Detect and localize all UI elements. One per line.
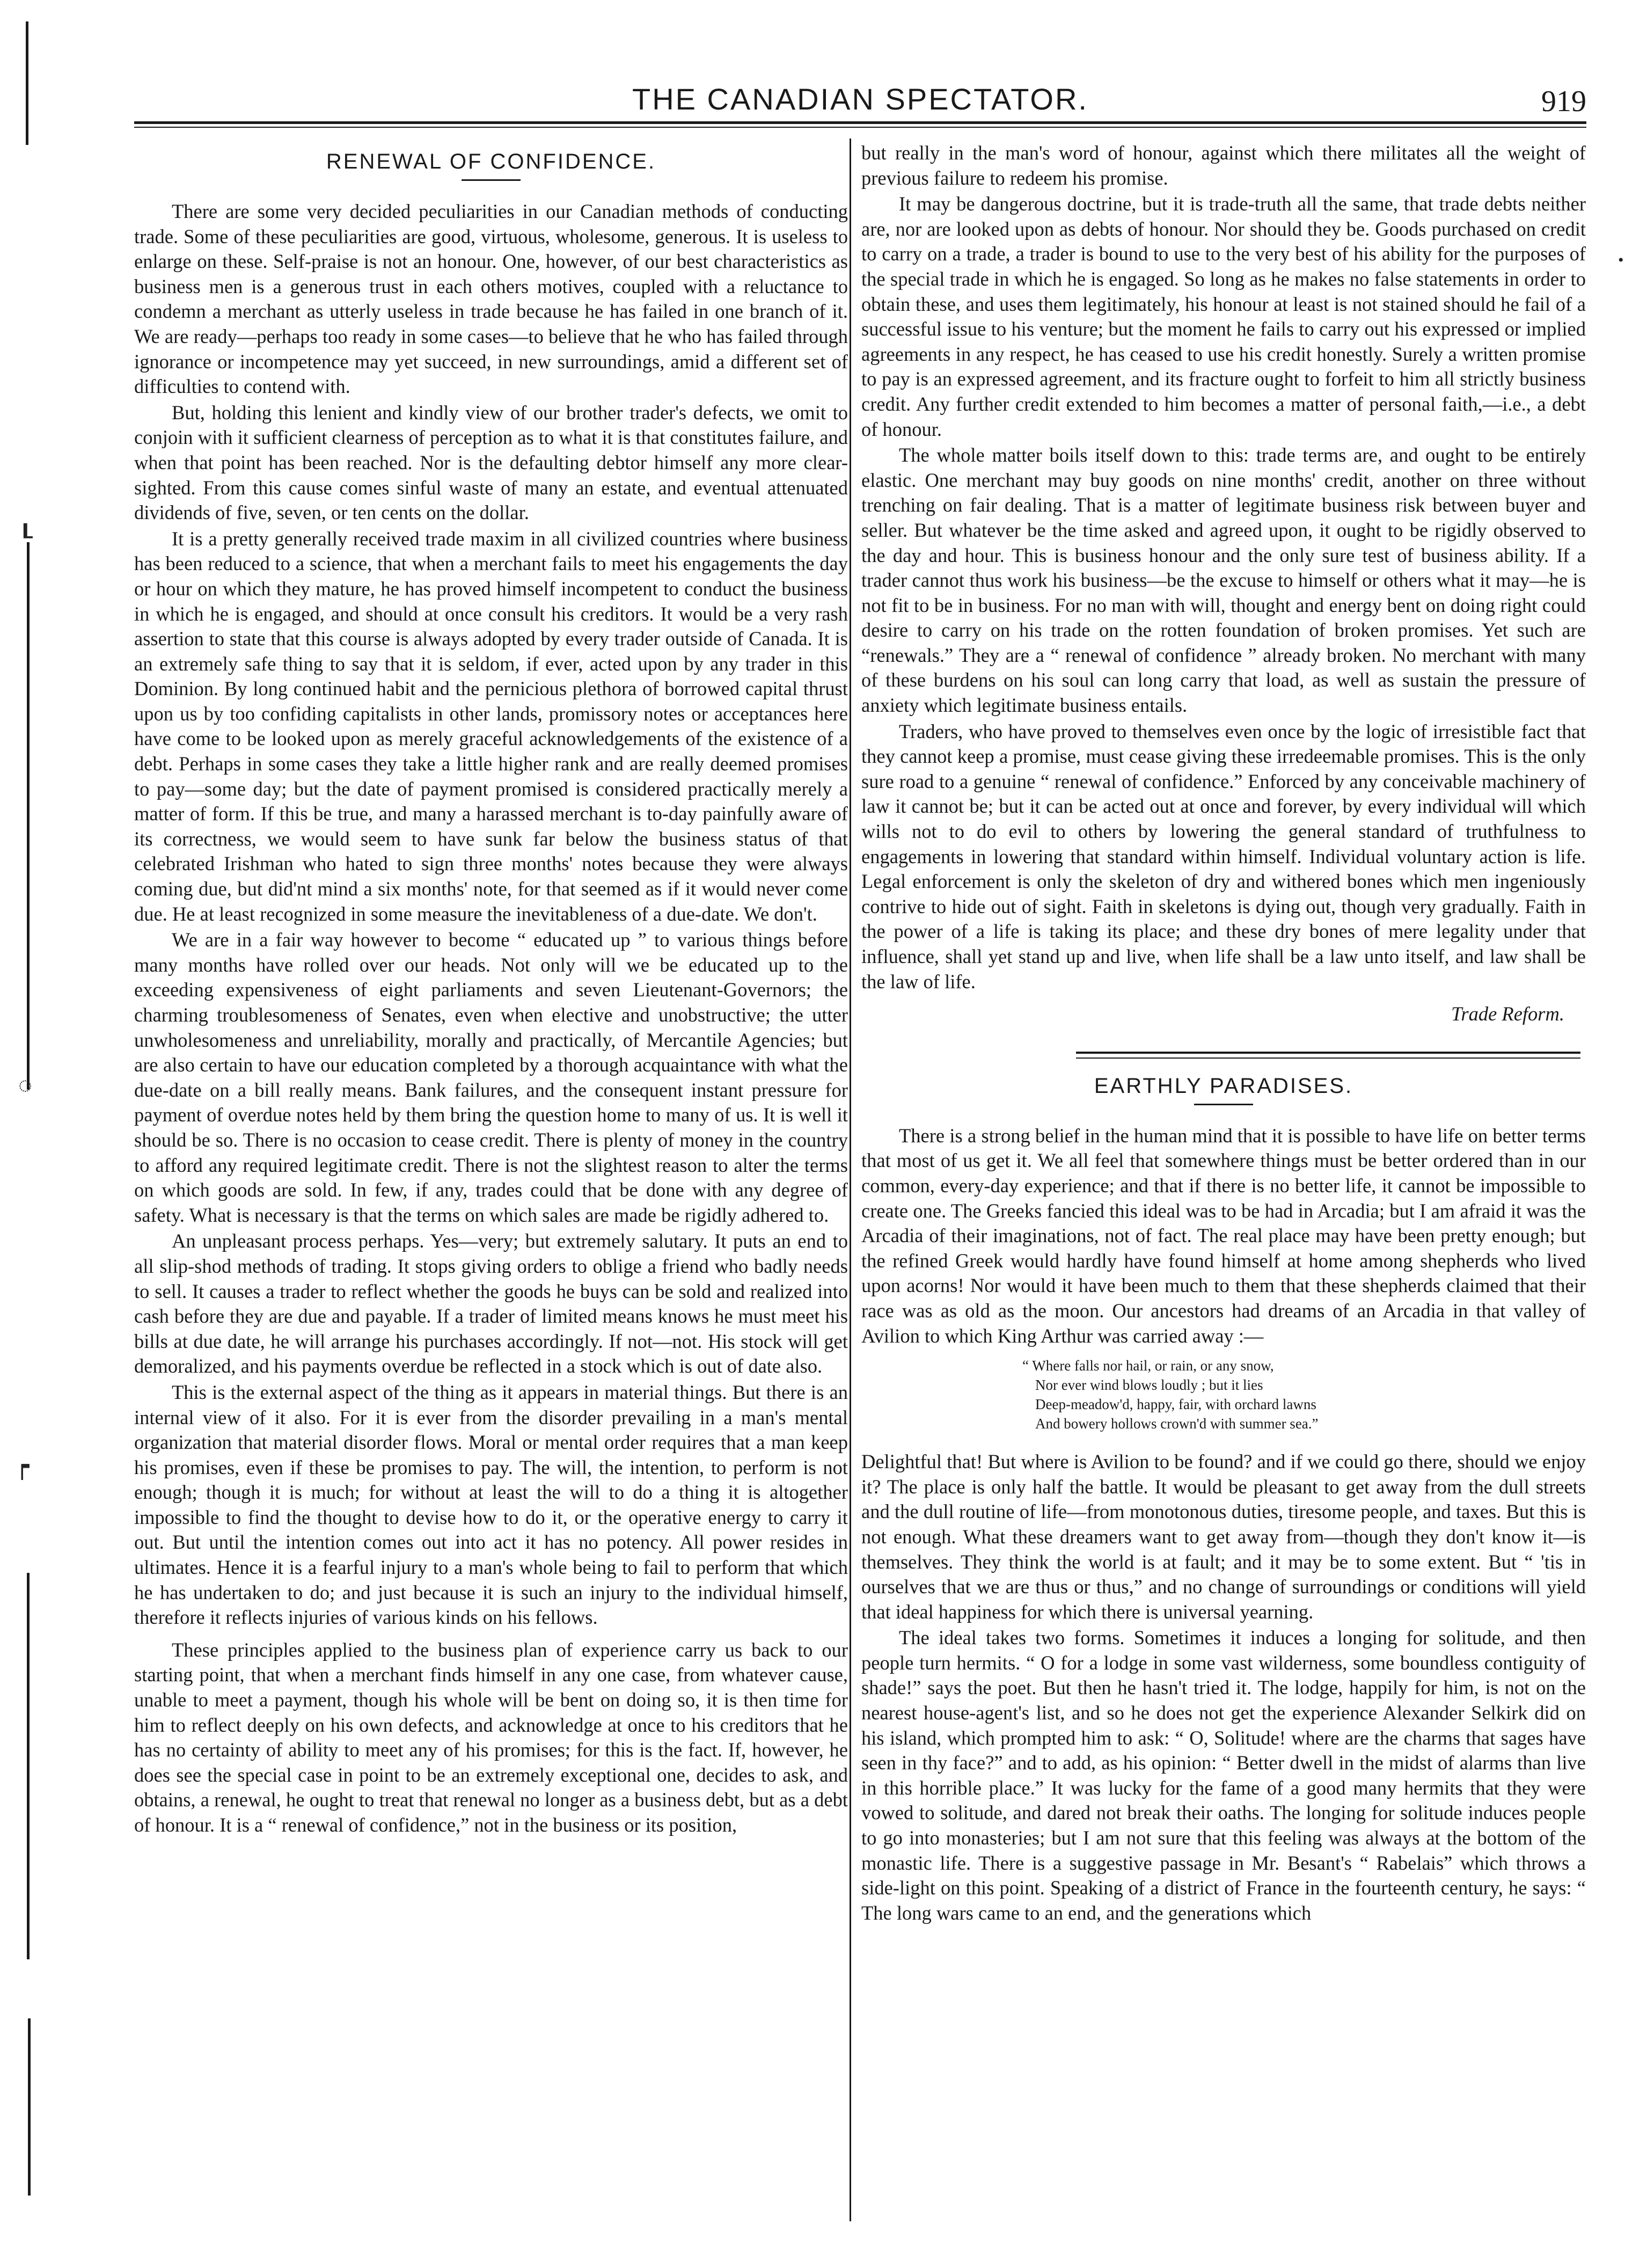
paragraph: An unpleasant process perhaps. Yes—very; but extremely salutary. It puts an end to all slip-shod methods of trading. It stops giving orders to oblige a friend who badly needs to sell. It causes a trader to reflect whether the goods he buys can be sold and realized into cash before they are due and payable. If a trader of limited means knows he must meet his bills at due date, he will arrange his purchases accordingly. If not—not. His stock will get demoralized, and his payments overdue be reflected in a stock which is out of date also. — [134, 1230, 848, 1377]
article-title: EARTHLY PARADISES. — [1094, 1074, 1353, 1098]
margin-tack-mark: ┖ — [18, 524, 33, 551]
binding-line-lower — [27, 1573, 30, 1959]
poem-line: Deep-meadow'd, happy, fair, with orchard lawns — [1035, 1396, 1316, 1413]
poem-quotation — [1022, 1356, 1586, 1433]
page-header — [134, 81, 1586, 130]
paragraph-continued: but really in the man's word of honour, against which there militates all the weight of previous failure to redeem his promise. — [861, 142, 1586, 189]
paragraph: The ideal takes two forms. Sometimes it induces a longing for solitude, and then people turn hermits. “ O for a lodge in some vast wilderness, some boundless contiguity of shade!” says the poet. But then he hasn't tried it. The lodge, happily for him, is not on the nearest house-agent's list, and so he does not get the experience Alexander Selkirk did on his island, which prompted him to ask: “ O, Solitude! where are the charms that sages have seen in thy face?” and to add, as his opinion: “ Better dwell in the midst of alarms than live in this horrible place.” It was lucky for the fame of a good many hermits that they were vowed to solitude, and dared not break their oaths. The longing for solitude induces people to go into monasteries; but I am not sure that this feeling was always at the bottom of the monastic life. There is a suggestive passage in Mr. Besant's “ Rabelais” which throws a side-light on this point. Speaking of a district of France in the fourteenth century, he says: “ The long wars came to an end, and the generations which — [861, 1627, 1586, 1924]
article-attribution: Trade Reform. — [1451, 1003, 1564, 1025]
title-rule — [462, 179, 521, 181]
article-separator — [1076, 1052, 1580, 1059]
paragraph: There are some very decided peculiarities in our Canadian methods of conducting trade. Some of these peculiarities are good, virtuous, wholesome, generous. It is useless to enlarge on these. Self-praise is not an honour. One, however, of our best characteristics as business men is a generous trust in each others motives, coupled with a reluctance to condemn a merchant as utterly useless in trade because he has failed in one branch of it. We are ready—perhaps too ready in some cases—to believe that he who has failed through ignorance or incompetence may yet succeed, in new surroundings, amid a different set of difficulties to contend with. — [134, 200, 848, 398]
poem-line: And bowery hollows crown'd with summer sea.” — [1035, 1416, 1319, 1432]
paragraph: There is a strong belief in the human mind that it is possible to have life on better terms that most of us get it. We all feel that somewhere things must be better ordered than in our common, every-day experience; and that if there is no better life, it cannot be impossible to create one. The Greeks fancied this ideal was to be had in Arcadia; but I am afraid it was the Arcadia of their imaginations, not of fact. The real place may have been pretty enough; but the refined Greek would hardly have found himself at home among shepherds who lived upon acorns! Nor would it have been much to them that these shepherds claimed that their race was as old as the moon. Our ancestors had dreams of an Arcadia in that valley of Avilion to which King Arthur was carried away :— — [861, 1124, 1586, 1347]
margin-dot-mark: • — [1618, 251, 1624, 269]
binding-line-mid — [27, 542, 30, 1090]
binding-line-bottom — [28, 2018, 31, 2196]
paragraph: Traders, who have proved to themselves even once by the logic of irresistible fact that they cannot keep a promise, must cease giving these irredeemable promises. This is the only sure road to a genuine “ renewal of confidence.” Enforced by any conceivable machinery of law it cannot be; but it can be acted out at once and forever, by every individual will which wills not to do evil to others by lowering the general standard of truthfulness to engagements in lowering that standard within himself. Individual voluntary action is life. Legal enforcement is only the skeleton of dry and withered bones which men ingeniously contrive to hide out of sight. Faith in skeletons is dying out, though very gradually. Faith in the power of a life is taking its place; and these dry bones of mere legality under that influence, shall yet stand up and live, when life shall be a law unto itself, and law shall be the law of life. — [861, 720, 1586, 993]
binding-line-top — [26, 21, 28, 145]
paragraph: These principles applied to the business plan of experience carry us back to our starting point, that when a merchant finds himself in any one case, from whatever cause, unable to meet a payment, though his whole will be bent on doing so, it is then time for him to reflect deeply on his own defects, and acknowledge at once to his creditors that he has no certainty of ability to meet any of his promises; for this is the fact. If, however, he does see the special case in point to be an extremely exceptional one, decides to ask, and obtains, a renewal, he ought to treat that renewal no longer as a business debt, but as a debt of honour. It is a “ renewal of confidence,” not in the business or its position, — [134, 1638, 848, 1836]
paragraph: It may be dangerous doctrine, but it is trade-truth all the same, that trade debts neither are, nor are looked upon as debts of honour. Nor should they be. Goods purchased on credit to carry on a trade, a trader is bound to use to the very best of his ability for the purposes of the special trade in which he is engaged. So long as he makes no false statements in order to obtain these, and uses them legitimately, his honour at least is not stained should he fail of a successful issue to his venture; but the moment he fails to carry out his expressed or implied agreements in any respect, he has ceased to use his credit honestly. Surely a written promise to pay is an expressed agreement, and its fracture ought to forfeit to him all strictly business credit. Any further credit extended to him becomes a matter of personal faith,—i.e., a debt of honour. — [861, 193, 1586, 440]
column-divider — [850, 138, 851, 2221]
header-rule-thin — [134, 127, 1586, 128]
paragraph: But, holding this lenient and kindly view of our brother trader's defects, we omit to conjoin with it sufficient clearness of perception as to what it is that constitutes failure, and when that point has been reached. Nor is the defaulting debtor himself any more clear-sighted. From this cause comes sinful waste of many an estate, and eventual attenuated dividends of five, seven, or ten cents on the dollar. — [134, 401, 848, 524]
paragraph: It is a pretty generally received trade maxim in all civilized countries where business has been reduced to a science, that when a merchant fails to meet his engagements the day or hour on which they mature, he has proved himself incompetent to conduct the business in which he is engaged, and should at once consult his creditors. It would be a very rash assertion to state that this course is always adopted by every trader outside of Canada. It is an extremely safe thing to say that it is seldom, if ever, acted upon by any trader in this Dominion. By long continued habit and the pernicious plethora of borrowed capital thrust upon us by too confiding capitalists in other lands, promissory notes or acceptances here have come to be looked upon as merely graceful acknowledgements of the existence of a debt. Perhaps in some cases they take a little higher rank and are really deemed promises to pay—some day; but the date of payment promised is considered practically merely a matter of form. If this be true, and many a harassed merchant is to-day painfully aware of its correctness, we would seem to have sunk far below the business status of that celebrated Irishman who hated to sign three months' notes because they were always coming due, but did'nt mind a six months' note, for that seemed as if it would never come due. He at least recognized in some measure the inevitableness of a due-date. We don't. — [134, 527, 848, 925]
paragraph: Delightful that! But where is Avilion to be found? and if we could go there, should we enjoy it? The place is only half the battle. It would be pleasant to get away from the dull streets and the dull routine of life—from monotonous duties, tiresome people, and taxes. But this is not enough. What these dreamers want to get away from—though they don't know it—is themselves. They think the world is at fault; and it may be to some extent. But “ 'tis in ourselves that we are thus or thus,” and no change of surroundings or conditions will yield that ideal happiness for which there is universal yearning. — [861, 1450, 1586, 1623]
header-rule — [134, 121, 1586, 124]
paragraph: The whole matter boils itself down to this: trade terms are, and ought to be entirely elastic. One merchant may buy goods on nine months' credit, another on three without trenching on fair dealing. That is a matter of legitimate business risk between buyer and seller. But whatever be the time asked and agreed upon, it ought to be rigidly observed to the day and hour. This is business honour and the only sure test of business ability. If a trader cannot thus work his business—be the excuse to himself or others what it may—he is not fit to be in business. For no man with will, thought and energy bent on doing right could desire to carry on his trade on the rotten foundation of broken promises. Yet such are “renewals.” They are a “ renewal of confidence ” already broken. No merchant with many of these burdens on his soul can long carry that load, as well as sustain the pressure of anxiety which legitimate business entails. — [861, 444, 1586, 717]
article-title: RENEWAL OF CONFIDENCE. — [326, 150, 656, 173]
masthead-title: THE CANADIAN SPECTATOR. — [632, 82, 1088, 116]
paragraph: This is the external aspect of the thing as it appears in material things. But there is an internal view of it also. For it is ever from the disorder prevailing in a man's mental organization that material disorder flows. Moral or mental order requires that a man keep his promises, even if these be promises to pay. The will, the intention, to perform is not enough; though it is much; for without at least the will to do a thing it is altogether impossible to find the thought to devise how to do it, or the operative energy to carry it out. But until the intention comes out into act it has no potency. All power resides in ultimates. Hence it is a fearful injury to a man's whole being to fail to perform that which he has undertaken to do; and just because it is such an injury to the individual himself, therefore it reflects injuries of various kinds on his fellows. — [134, 1381, 848, 1629]
paragraph: We are in a fair way however to become “ educated up ” to various things before many months have rolled over our heads. Not only will we be educated up to the exceeding expensiveness of eight parliaments and seven Lieutenant-Governors; the charming troublesomeness of Senates, even when elective and unobstructive; the utter unwholesomeness and unreliability, morally and practically, of Mercantile Agencies; but are also certain to have our education completed by a thorough acquaintance with what the due-date on a bill really means. Bank failures, and the consequent instant pressure for payment of overdue notes held by them bring the question home to many of us. It is well it should be so. There is no occasion to cease credit. There is plenty of money in the country to afford any required legitimate credit. There is not the slightest reason to alter the terms on which goods are sold. In few, if any, trades could that be done with any degree of safety. What is necessary is that the terms on which sales are made be rigidly adhered to. — [134, 929, 848, 1226]
poem-line: “ Where falls nor hail, or rain, or any snow, — [1022, 1358, 1274, 1374]
page-number: 919 — [1541, 85, 1586, 118]
margin-tack-mark: ◌ — [18, 1072, 33, 1098]
title-rule — [1194, 1104, 1253, 1105]
right-column — [861, 141, 1586, 1926]
margin-tack-mark: ┍ — [15, 1453, 30, 1479]
poem-line: Nor ever wind blows loudly ; but it lies — [1035, 1377, 1263, 1394]
left-column — [134, 141, 848, 1838]
